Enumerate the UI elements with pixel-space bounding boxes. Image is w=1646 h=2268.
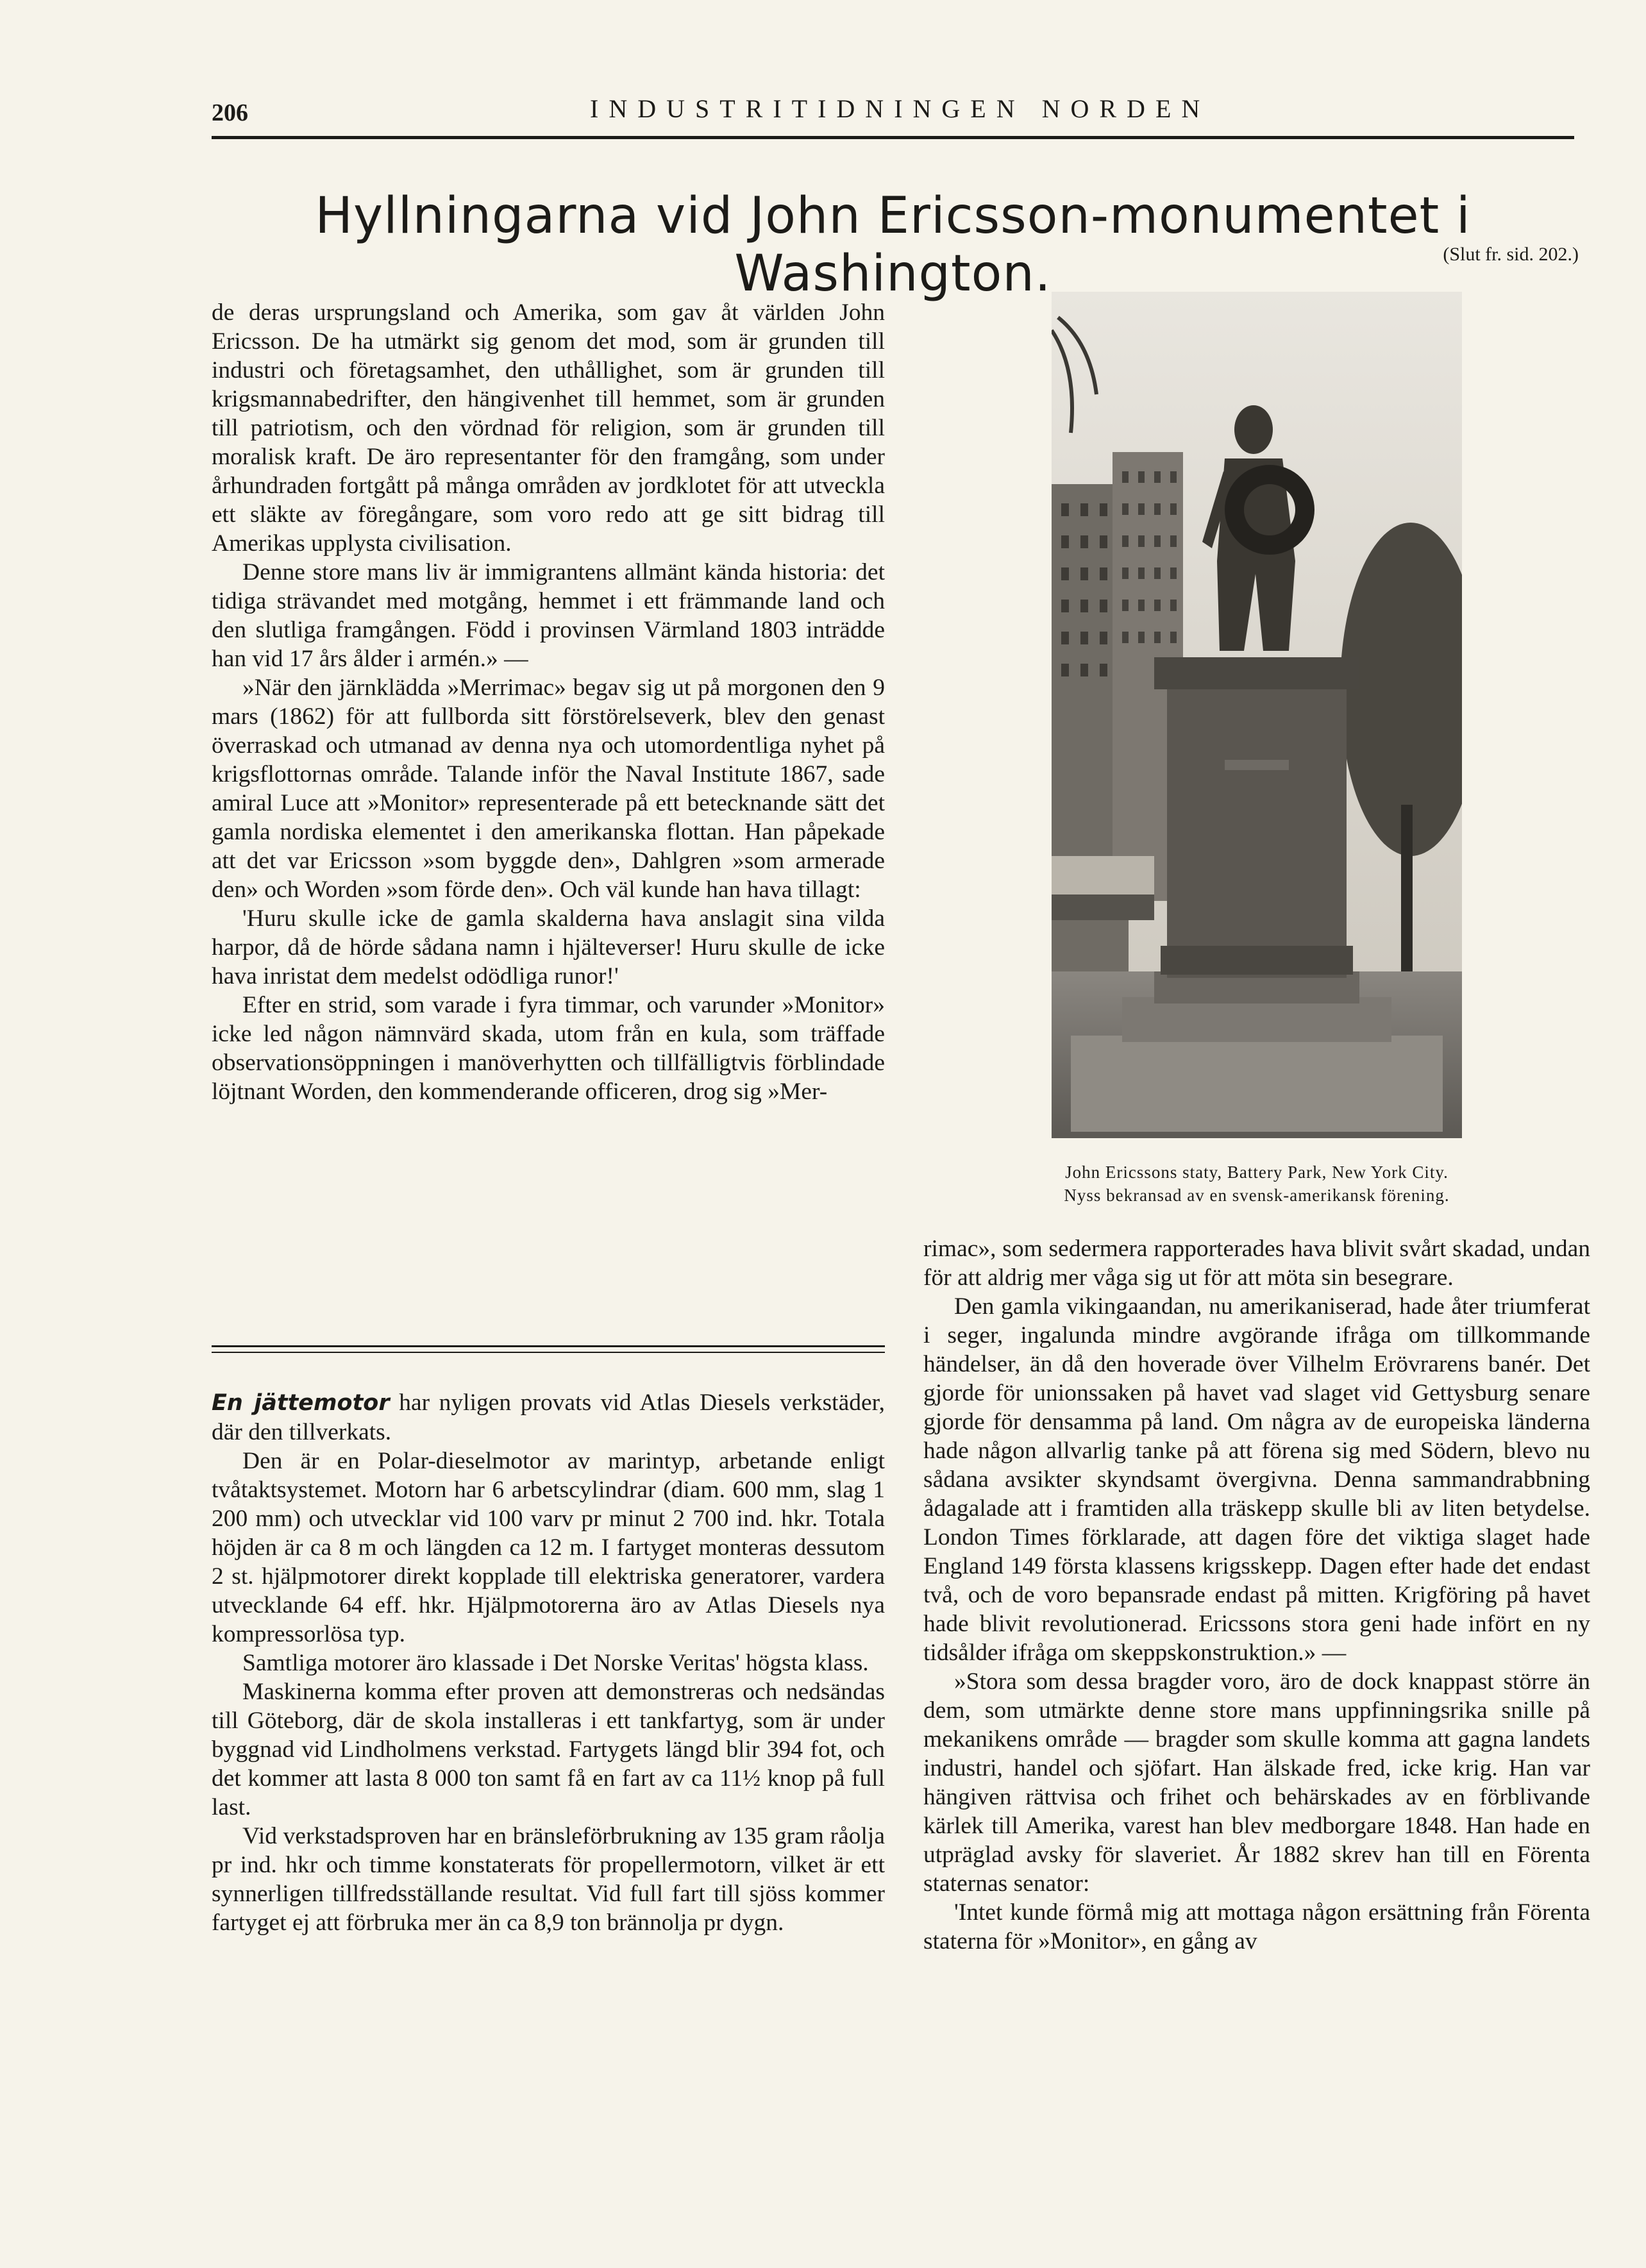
caption-line: John Ericssons staty, Battery Park, New York City. bbox=[1065, 1163, 1449, 1182]
caption-line: Nyss bekransad av en svensk-amerikansk förening. bbox=[1064, 1186, 1450, 1205]
page-number: 206 bbox=[212, 99, 248, 126]
notice-paragraph bbox=[212, 1388, 885, 1447]
article-title: Hyllningarna vid John Ericsson-monumentet i Washington. bbox=[315, 187, 1471, 303]
article-paragraph: Den gamla vikingaandan, nu amerikaniserad, hade åter triumferat i seger, ingalunda mindre avgörande ifråga om tillkommande händelser, än då den hoverade över Vilhelm Erövrarens banér. Det gjorde för unionssaken på havet vad slaget vid Gettysburg senare gjorde för densamma på land. Om några av de europeiska länderna hade någon allvarlig tanke på att förena sig med Södern, blevo nu sådana avsikter skyndsamt övergivna. Denna sammandrabbning ådagalade att i framtiden alla träskepp skulle bli av liten betydelse. London Times förklarade, att dagen före det viktiga slaget hade England 149 första klassens krigsskepp. Dagen efter hade det endast två, och de voro bepansrade endast på mitten. Krigföring på havet hade blivit revolutionerad. Ericssons stora geni hade infört en ny tidsålder ifråga om skeppskonstruktion.» — bbox=[923, 1293, 1590, 1666]
notice-paragraph: Den är en Polar-dieselmotor av marintyp, arbetande enligt tvåtaktsystemet. Motorn har 6 arbetscylindrar (diam. 600 mm, slag 1 200 mm) och utvecklar vid 100 varv pr minut 2 700 ind. hkr. Totala höjden är ca 8 m och längden ca 12 m. I fartyget monteras dessutom 2 st. hjälpmotorer direkt kopplade till elektriska generatorer, vardera utvecklande 64 eff. hkr. Hjälpmotorerna äro av Atlas Diesels nya kompressorlösa typ. bbox=[212, 1448, 885, 1647]
statue-photo-image bbox=[1052, 292, 1462, 1138]
page-header bbox=[212, 90, 1574, 141]
section-divider bbox=[212, 1352, 885, 1353]
notice-lead: En jättemotor bbox=[212, 1390, 390, 1416]
running-head: INDUSTRITIDNINGEN NORDEN bbox=[590, 94, 1211, 123]
section-divider bbox=[212, 1345, 885, 1347]
notice-paragraph: Maskinerna komma efter proven att demonstreras och nedsändas till Göteborg, där de skola installeras i ett tankfartyg, som är under byggnad vid Lindholmens verkstad. Fartygets längd blir 394 fot, och det kommer att lasta 8 000 ton samt få en fart av ca 11½ knop på full last. bbox=[212, 1679, 885, 1820]
notice-column bbox=[212, 1388, 885, 2126]
continued-note: (Slut fr. sid. 202.) bbox=[1443, 244, 1579, 265]
article-paragraph: rimac», som sedermera rapporterades hava blivit svårt skadad, undan för att aldrig mer våga sig ut för att möta sin besegrare. bbox=[923, 1236, 1590, 1291]
article-paragraph: 'Intet kunde förmå mig att mottaga någon ersättning från Förenta staterna för »Monitor», en gång av bbox=[923, 1899, 1590, 1954]
notice-paragraph: Samtliga motorer äro klassade i Det Norske Veritas' högsta klass. bbox=[242, 1650, 869, 1676]
article-right-column bbox=[923, 1234, 1590, 2106]
article-paragraph: Efter en strid, som varade i fyra timmar, och varunder »Monitor» icke led någon nämnvärd skada, utom från en kula, som träffade observationsöppningen i manöverhytten och tillfälligtvis förblindade löjtnant Worden, den kommenderande officeren, drog sig »Mer- bbox=[212, 992, 885, 1105]
notice-paragraph: Vid verkstadsproven har en bränsleförbrukning av 135 gram råolja pr ind. hkr och timme konstaterats för propellermotorn, vilket är ett synnerligen tillfredsställande resultat. Vid full fart till sjöss kommer fartyget ej att förbruka mer än ca 8,9 ton brännolja pr dygn. bbox=[212, 1823, 885, 1936]
article-paragraph: »Stora som dessa bragder voro, äro de dock knappast större än dem, som utmärkte denne store mans uppfinningsrika snille på mekanikens område — bragder som skulle komma att gagna landets industri, handel och sjöfart. Han älskade fred, icke krig. Han var hängiven rättvisa och frihet och behärskades av en förblivande kärlek till Amerika, varest han blev medborgare 1848. Han hade en utpräglad avsky för slaveriet. År 1882 skrev han till en Förenta staternas senator: bbox=[923, 1668, 1590, 1897]
notice-lead-rest: har nyligen provats vid Atlas Diesels verkstäder, där den tillverkats. bbox=[212, 1390, 885, 1445]
article-paragraph: Denne store mans liv är immigrantens allmänt kända historia: det tidiga strävandet med motgång, hemmet i ett främmande land och den slutliga framgången. Född i provinsen Värmland 1803 inträdde han vid 17 års ålder i armén.» — bbox=[212, 559, 885, 672]
article-paragraph: »När den järnklädda »Merrimac» begav sig ut på morgonen den 9 mars (1862) för att fullborda sitt förstörelseverk, blev den genast överraskad och utmanad av denna nya och utomordentliga nyhet på krigsflottornas område. Talande inför the Naval Institute 1867, sade amiral Luce att »Monitor» representerade på ett betecknande sätt det gamla nordiska elementet i den amerikanska flottan. Han påpekade att det var Ericsson »som byggde den», Dahlgren »som armerade den» och Worden »som förde den». Och väl kunde han hava tillagt: bbox=[212, 675, 885, 903]
article-paragraph: de deras ursprungsland och Amerika, som gav åt världen John Ericsson. De ha utmärkt sig genom det mod, som är grunden till industri och företagsamhet, den uthållighet, som är grunden till krigsmannabedrifter, den hängivenhet till hemmet, som är grunden till patriotism, och den vördnad för religion, som är grunden till moralisk kraft. De äro representanter för den framgång, som under århundraden fortgått på många områden av jordklotet för att utveckla ett släkte av föregångare, som voro redo att ge sitt bidrag till Amerikas upplysta civilisation. bbox=[212, 299, 885, 557]
photo-caption bbox=[923, 1161, 1590, 1207]
article-left-column bbox=[212, 298, 885, 1343]
statue-photo bbox=[1052, 292, 1462, 1138]
article-paragraph: 'Huru skulle icke de gamla skalderna hava anslagit sina vilda harpor, då de hörde sådana namn i hjälteverser! Huru skulle de icke hava inristat dem medelst odödliga runor!' bbox=[212, 905, 885, 989]
header-rule bbox=[212, 136, 1574, 139]
